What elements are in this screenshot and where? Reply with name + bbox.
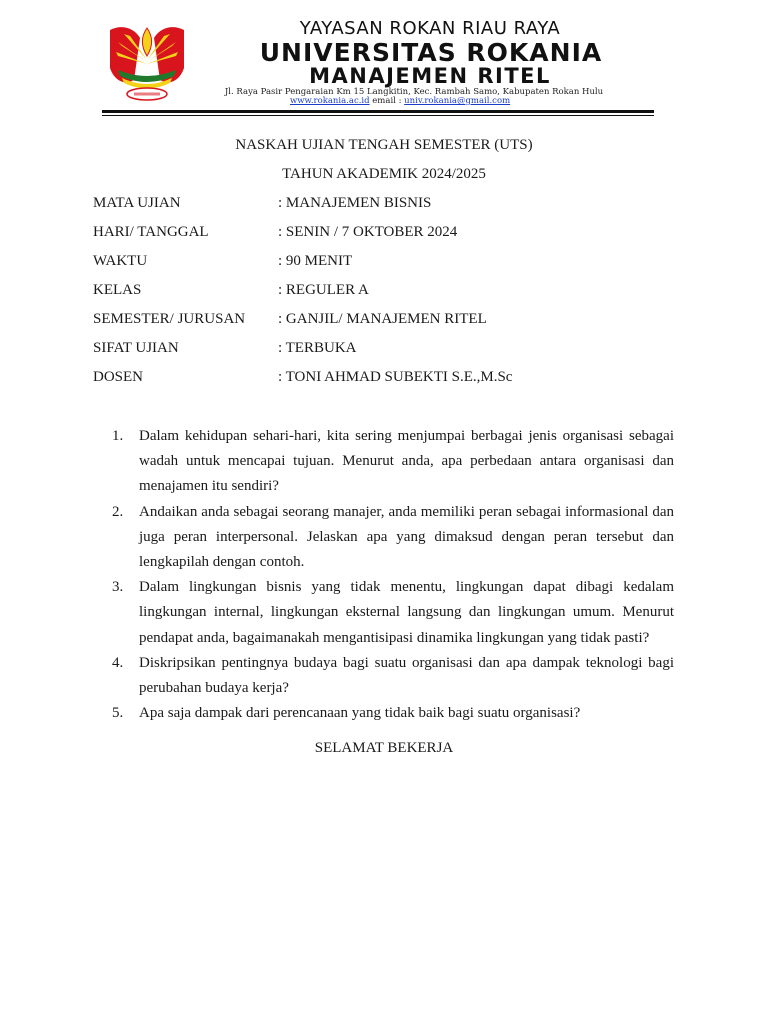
question-item [112, 424, 674, 500]
info-row-date [93, 224, 693, 253]
info-value: : GANJIL/ MANAJEMEN RITEL [278, 311, 487, 327]
question-list [112, 424, 674, 726]
website-link[interactable]: www.rokania.ac.id [290, 96, 370, 106]
question-item [112, 575, 674, 651]
info-row-exam-type [93, 340, 693, 369]
info-row-lecturer [93, 369, 693, 398]
info-label: KELAS [93, 282, 142, 298]
email-link[interactable]: univ.rokania@gmail.com [404, 96, 511, 106]
question-text: Dalam lingkungan bisnis yang tidak menentu, lingkungan dapat dibagi kedalam lingkungan internal, lingkungan eksternal langsung dan lingkungan umum. Menurut pendapat anda, bagaimanakah mengantisipasi dinamika lingkungan yang tidak pasti? [139, 579, 674, 646]
question-text: Apa saja dampak dari perencanaan yang tidak baik bagi suatu organisasi? [139, 705, 581, 722]
info-label: MATA UJIAN [93, 195, 181, 211]
question-number: 4. [112, 654, 124, 671]
info-row-course [93, 195, 693, 224]
info-label: HARI/ TANGGAL [93, 224, 209, 240]
program-name: MANAJEMEN RITEL [309, 64, 551, 88]
info-label: SIFAT UJIAN [93, 340, 179, 356]
university-crest-icon [104, 20, 190, 106]
info-label: WAKTU [93, 253, 148, 269]
university-name: UNIVERSITAS ROKANIA [259, 38, 603, 67]
info-value: : 90 MENIT [278, 253, 353, 269]
info-value: : TERBUKA [278, 340, 357, 356]
info-row-duration [93, 253, 693, 282]
info-value: : TONI AHMAD SUBEKTI S.E.,M.Sc [278, 369, 513, 385]
academic-year: TAHUN AKADEMIK 2024/2025 [282, 166, 486, 182]
letterhead [100, 14, 656, 122]
question-item [112, 500, 674, 576]
info-value: : MANAJEMEN BISNIS [278, 195, 432, 211]
email-label: email : [372, 96, 402, 106]
info-value: : REGULER A [278, 282, 369, 298]
letterhead-divider-thin [102, 115, 654, 116]
question-text: Andaikan anda sebagai seorang manajer, anda memiliki peran sebagai informasional dan juga peran interpersonal. Jelaskan apa yang dimaksud dengan peran tersebut dan lengkapilah dengan contoh. [139, 503, 674, 571]
university-address: Jl. Raya Pasir Pengaraian Km 15 Langkitin, Kec. Rambah Samo, Kabupaten Rokan Hulu [224, 87, 604, 97]
info-row-class [93, 282, 693, 311]
closing-text: SELAMAT BEKERJA [314, 740, 454, 756]
exam-info [93, 195, 693, 398]
question-item [112, 701, 674, 726]
question-text: Dalam kehidupan sehari-hari, kita sering menjumpai berbagai jenis organisasi sebagai wadah untuk mencapai tujuan. Menurut anda, apa perbedaan antara organisasi dan menajamen itu sendiri? [139, 428, 674, 495]
question-item [112, 651, 674, 701]
question-number: 2. [112, 503, 124, 520]
foundation-name: YAYASAN ROKAN RIAU RAYA [299, 18, 561, 39]
info-value: : SENIN / 7 OKTOBER 2024 [278, 224, 458, 240]
question-number: 3. [112, 579, 124, 596]
question-number: 5. [112, 705, 124, 722]
question-number: 1. [112, 428, 124, 444]
info-label: SEMESTER/ JURUSAN [93, 311, 246, 327]
info-label: DOSEN [93, 369, 144, 385]
exam-title: NASKAH UJIAN TENGAH SEMESTER (UTS) [235, 137, 533, 153]
letterhead-divider-thick [102, 110, 654, 113]
question-text: Diskripsikan pentingnya budaya bagi suatu organisasi dan apa dampak teknologi bagi perubahan budaya kerja? [139, 654, 674, 697]
contact-line [290, 96, 590, 106]
info-row-semester [93, 311, 693, 340]
